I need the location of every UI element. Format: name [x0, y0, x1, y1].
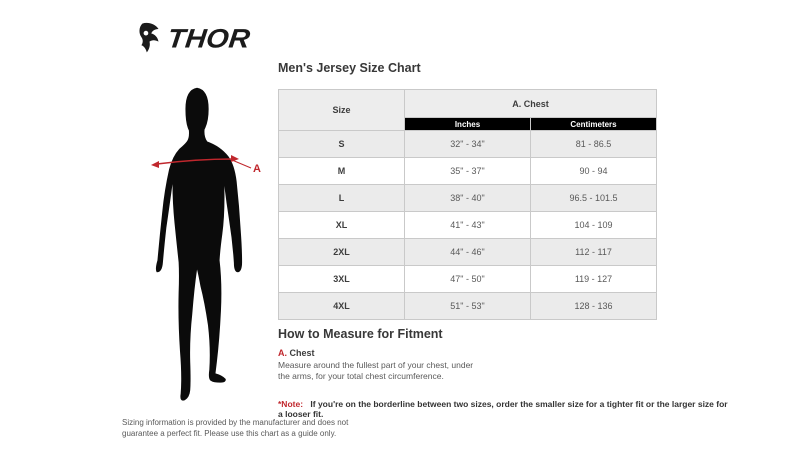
column-header-centimeters: Centimeters: [531, 118, 657, 131]
table-row: [279, 212, 657, 239]
cell-inches: 32" - 34": [405, 131, 531, 158]
cell-size: 4XL: [279, 293, 405, 320]
note-text: If you're on the borderline between two sizes, order the smaller size for a tighter fit or the larger size for a looser fit.: [278, 399, 728, 419]
brand-logo-text: THOR: [165, 23, 252, 54]
column-header-size: Size: [279, 90, 405, 131]
chest-measure-arrow: [148, 148, 263, 180]
cell-inches: 44" - 46": [405, 239, 531, 266]
sizing-note: [278, 399, 728, 419]
measure-name: Chest: [289, 348, 315, 358]
brand-logo: [136, 21, 252, 55]
table-row: [279, 158, 657, 185]
cell-centimeters: 90 - 94: [531, 158, 657, 185]
cell-size: 2XL: [279, 239, 405, 266]
disclaimer-text: Sizing information is provided by the manufacturer and does not guarantee a perfect fit. Please use this chart as a guide only.: [122, 418, 349, 439]
leader-line: [232, 160, 251, 168]
note-label: *Note:: [278, 399, 304, 409]
male-silhouette-figure: [137, 84, 253, 404]
measure-label-a: A: [253, 163, 261, 175]
table-row: [279, 293, 657, 320]
measure-block: [278, 348, 483, 383]
arrowhead-left: [151, 161, 159, 168]
cell-inches: 47" - 50": [405, 266, 531, 293]
cell-centimeters: 96.5 - 101.5: [531, 185, 657, 212]
cell-inches: 41" - 43": [405, 212, 531, 239]
cell-centimeters: 119 - 127: [531, 266, 657, 293]
thor-beast-icon: [136, 21, 163, 55]
cell-size: XL: [279, 212, 405, 239]
table-row: [279, 131, 657, 158]
table-row: [279, 266, 657, 293]
measure-key: A.: [278, 348, 287, 358]
size-chart-table: [278, 89, 657, 320]
cell-size: M: [279, 158, 405, 185]
cell-centimeters: 81 - 86.5: [531, 131, 657, 158]
column-header-inches: Inches: [405, 118, 531, 131]
cell-centimeters: 104 - 109: [531, 212, 657, 239]
size-chart-body: [279, 131, 657, 320]
cell-inches: 38" - 40": [405, 185, 531, 212]
page-title: Men's Jersey Size Chart: [278, 61, 421, 75]
cell-size: 3XL: [279, 266, 405, 293]
cell-size: S: [279, 131, 405, 158]
cell-centimeters: 112 - 117: [531, 239, 657, 266]
fitment-heading: How to Measure for Fitment: [278, 327, 443, 341]
table-row: [279, 239, 657, 266]
cell-inches: 35" - 37": [405, 158, 531, 185]
cell-size: L: [279, 185, 405, 212]
measure-description: Measure around the fullest part of your chest, under the arms, for your total chest circumference.: [278, 360, 474, 382]
table-row: [279, 185, 657, 212]
column-header-chest: A. Chest: [405, 90, 657, 118]
cell-centimeters: 128 - 136: [531, 293, 657, 320]
silhouette-body: [156, 88, 242, 401]
measure-line: [157, 159, 233, 164]
measure-title: [278, 348, 483, 358]
cell-inches: 51" - 53": [405, 293, 531, 320]
